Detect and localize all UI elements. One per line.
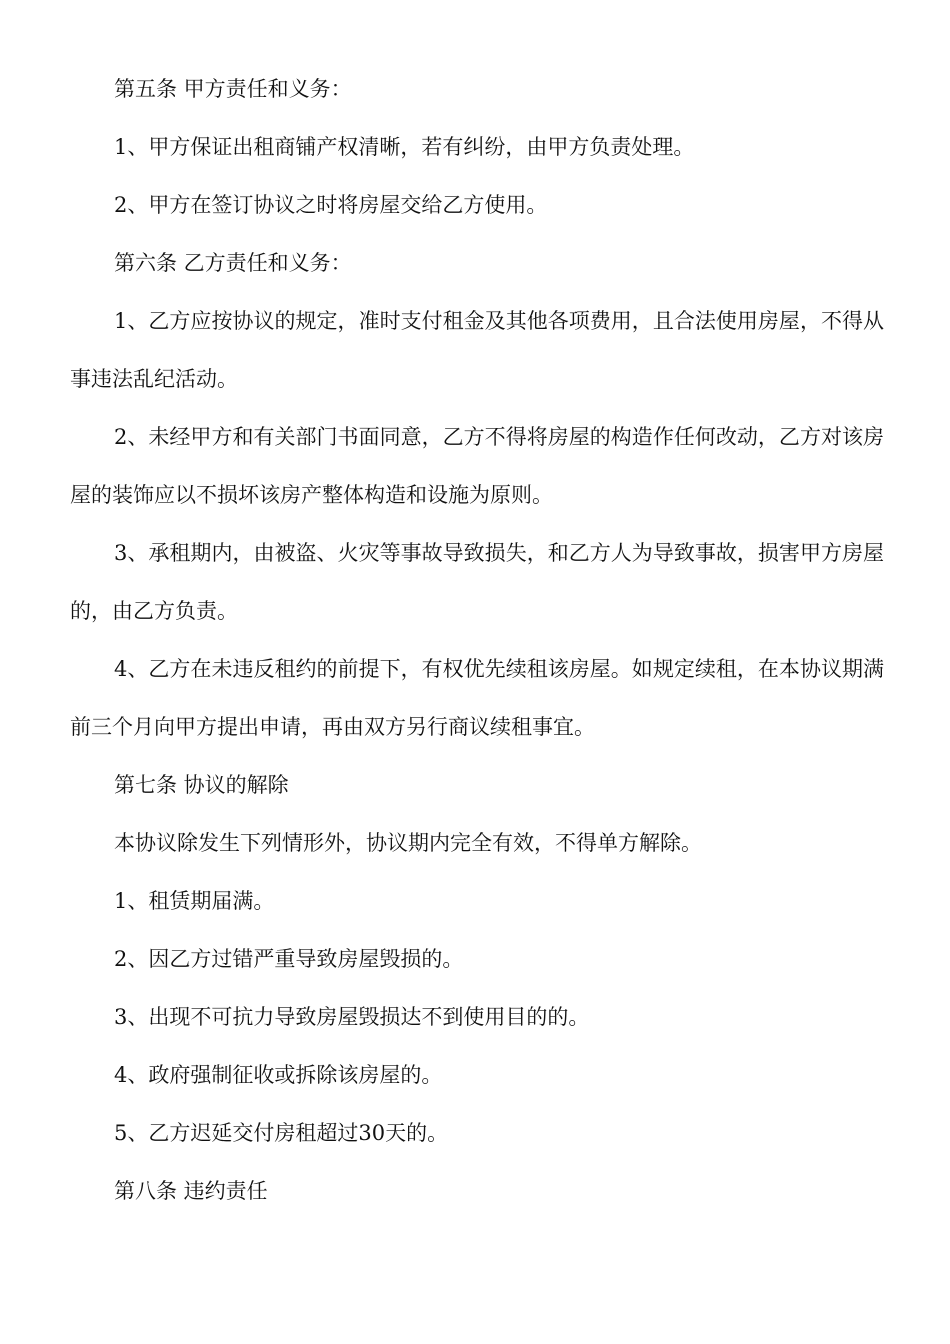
article-7-item-3: 3、出现不可抗力导致房屋毁损达不到使用目的的。: [114, 1005, 590, 1029]
article-6-clause-3: 3、承租期内，由被盗、火灾等事故导致损失，和乙方人为导致事故，损害甲方房屋的，由乙方负责。: [70, 541, 884, 623]
article-5-clause-2: 2、甲方在签订协议之时将房屋交给乙方使用。: [114, 193, 548, 217]
article-7-item-5: 5、乙方迟延交付房租超过30天的。: [114, 1121, 449, 1145]
article-7-intro: 本协议除发生下列情形外，协议期内完全有效，不得单方解除。: [114, 831, 702, 855]
article-7-item-1: 1、租赁期届满。: [114, 889, 275, 913]
article-7-heading: 第七条 协议的解除: [114, 773, 289, 797]
article-7-item-2: 2、因乙方过错严重导致房屋毁损的。: [114, 947, 464, 971]
article-5-clause-1: 1、甲方保证出租商铺产权清晰，若有纠纷，由甲方负责处理。: [114, 135, 695, 159]
article-6-heading: 第六条 乙方责任和义务：: [114, 251, 352, 275]
article-8-heading: 第八条 违约责任: [114, 1179, 268, 1203]
article-6-clause-1: 1、乙方应按协议的规定，准时支付租金及其他各项费用，且合法使用房屋，不得从事违法乱纪活动。: [70, 309, 884, 391]
article-6-clause-4: 4、乙方在未违反租约的前提下，有权优先续租该房屋。如规定续租，在本协议期满前三个月向甲方提出申请，再由双方另行商议续租事宜。: [70, 657, 884, 739]
document-body: [70, 60, 884, 1220]
article-5-heading: 第五条 甲方责任和义务：: [114, 77, 352, 101]
article-6-clause-2: 2、未经甲方和有关部门书面同意，乙方不得将房屋的构造作任何改动，乙方对该房屋的装饰应以不损坏该房产整体构造和设施为原则。: [70, 425, 884, 507]
article-7-item-4: 4、政府强制征收或拆除该房屋的。: [114, 1063, 443, 1087]
